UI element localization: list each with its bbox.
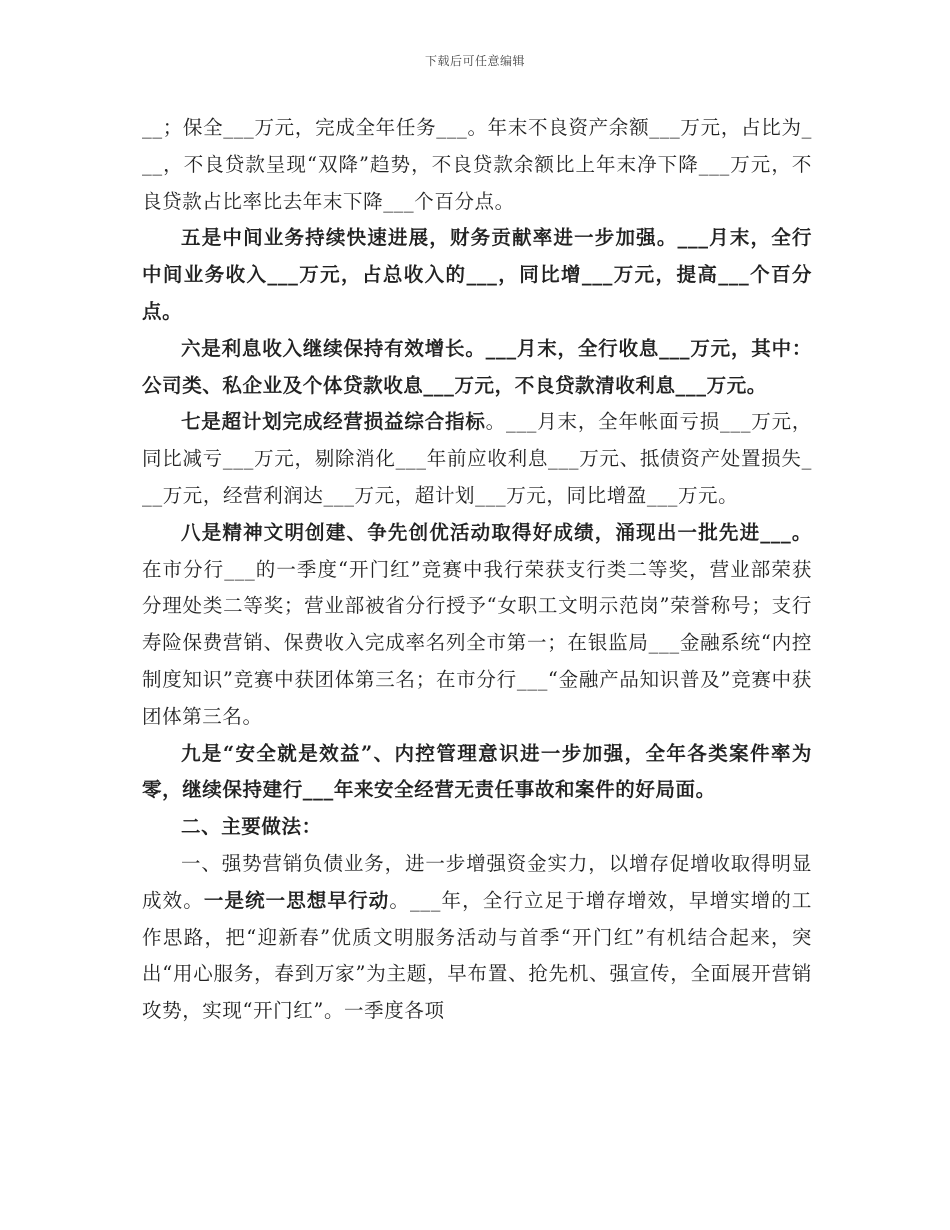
paragraph-text: 六是利息收入继续保持有效增长。___月末，全行收息___万元，其中：公司类、私企业及个体贷款收息___万元，不良贷款清收利息___万元。 [142,336,812,397]
paragraph-text: 。___月末，全年帐面亏损___万元，同比减亏___万元，剔除消化___年前应收利息___万元、抵债资产处置损失___万元，经营利润达___万元，超计划___万元，同比增盈___万元。 [142,410,812,507]
paragraph-safety [142,736,812,810]
paragraph-civilization [142,515,812,736]
paragraph-text: 。___年，全行立足于增存增效，早增实增的工作思路，把“迎新春”优质文明服务活动与首季“开门红”有机结合起来，突出“用心服务，春到万家”为主题，早布置、抢先机、强宣传，全面展开营销攻势，实现“开门红”。一季度各项 [142,888,812,1023]
paragraph-heading: 一是统一思想早行动 [203,888,390,912]
paragraph-text: 一、强势营销负债业务，进一步增强资金实力，以增存促增收取得明显成效。 [142,851,812,912]
paragraph-profit-loss [142,404,812,514]
page-header: 下载后可任意编辑 [424,54,525,68]
document-body [142,110,812,1030]
paragraph-heading: 八是精神文明创建、争先创优活动取得好成绩，涌现出一批先进___。 [181,520,812,544]
paragraph-text: 五是中间业务持续快速进展，财务贡献率进一步加强。___月末，全行中间业务收入___万元，占总收入的___，同比增___万元，提高___个百分点。 [142,226,812,323]
paragraph-deposit-marketing [142,846,812,1030]
paragraph-text: __；保全___万元，完成全年任务___。年末不良资产余额___万元，占比为___，不良贷款呈现“双降”趋势，不良贷款余额比上年末净下降___万元，不良贷款占比率比去年末下降___个百分点。 [142,116,812,213]
paragraph-heading: 七是超计划完成经营损益综合指标 [181,410,486,434]
paragraph-interest-income [142,331,812,405]
section-heading-text: 二、主要做法： [181,815,322,839]
paragraph-text: 在市分行___的一季度“开门红”竞赛中我行荣获支行类二等奖，营业部荣获分理处类二等奖；营业部被省分行授予“女职工文明示范岗”荣誉称号；支行寿险保费营销、保费收入完成率名列全市第一；在银监局___金融系统“内控制度知识”竞赛中获团体第三名；在市分行___“金融产品知识普及”竞赛中获团体第三名。 [142,557,812,728]
paragraph-asset-quality [142,110,812,220]
paragraph-intermediate-business [142,220,812,330]
section-heading-main-methods [142,809,812,846]
paragraph-text: 九是“安全就是效益”、内控管理意识进一步加强，全年各类案件率为零，继续保持建行___年来安全经营无责任事故和案件的好局面。 [142,741,812,802]
